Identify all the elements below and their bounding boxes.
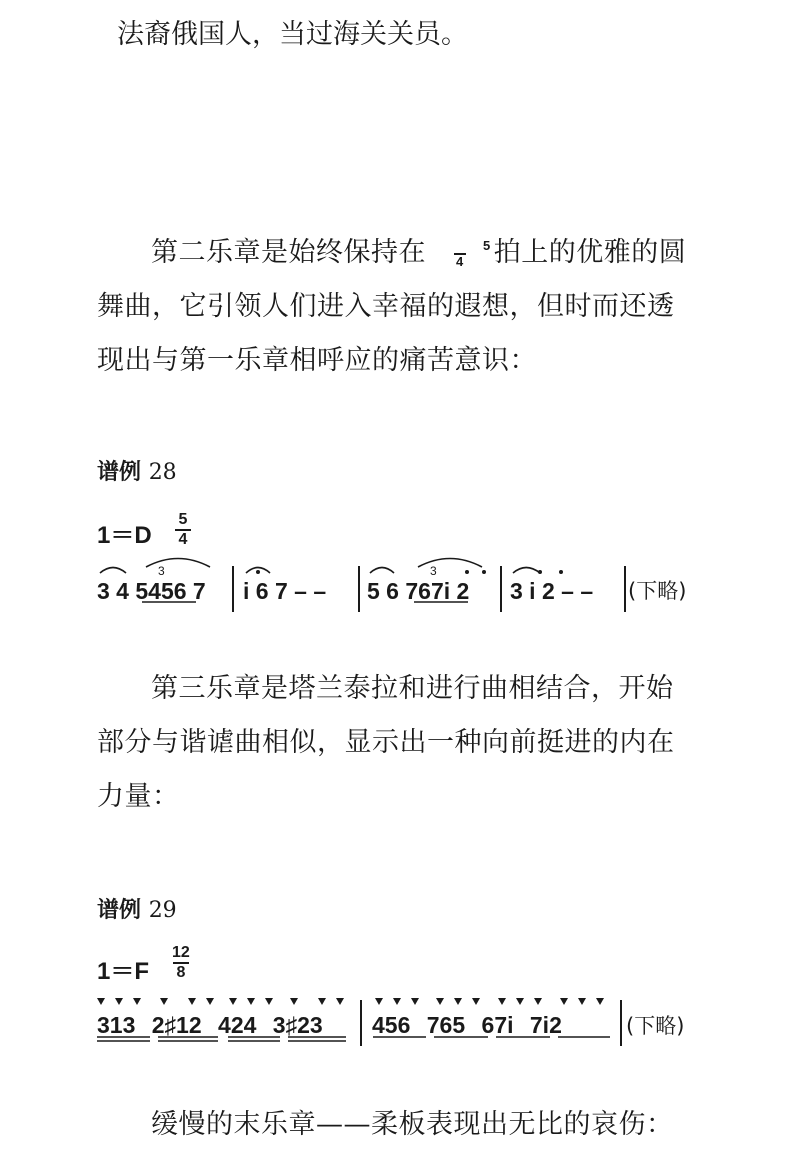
- staccato-mark: [393, 998, 401, 1005]
- example-28-key: 1＝D: [97, 522, 152, 549]
- staccato-mark: [160, 998, 168, 1005]
- triplet-mark: 3: [430, 564, 437, 578]
- example-29-measure-2: 456 765 67i 7i2: [372, 1012, 562, 1038]
- paragraph-4: 缓慢的末乐章——柔板表现出无比的哀伤：: [151, 1109, 674, 1140]
- staccato-mark: [336, 998, 344, 1005]
- example-28-measure-2: i 6 7 – –: [243, 578, 327, 604]
- staccato-mark: [436, 998, 444, 1005]
- staccato-mark: [133, 998, 141, 1005]
- example-28-omit: (下略): [628, 579, 687, 603]
- staccato-mark: [375, 998, 383, 1005]
- example-28-measure-1: 3 4 5456 7: [97, 578, 206, 604]
- staccato-mark: [318, 998, 326, 1005]
- staccato-mark: [596, 998, 604, 1005]
- example-28-measure-3: 5 6 767i 2: [367, 578, 470, 604]
- staccato-mark: [115, 998, 123, 1005]
- staccato-mark: [411, 998, 419, 1005]
- staccato-mark: [578, 998, 586, 1005]
- example-28-number: 28: [148, 460, 177, 485]
- staccato-mark: [516, 998, 524, 1005]
- inline-meter-den: 4: [456, 253, 464, 269]
- staccato-mark: [534, 998, 542, 1005]
- example-29-meter-num: 12: [172, 944, 190, 961]
- staccato-mark: [472, 998, 480, 1005]
- staccato-mark: [560, 998, 568, 1005]
- example-29-label-text: 谱例: [97, 897, 142, 923]
- staccato-mark: [206, 998, 214, 1005]
- paragraph-2-after: 拍上的优雅的圆舞曲，它引领人们进入幸福的遐想，但时而还透现出与第一乐章相呼应的痛苦意识：: [97, 237, 687, 376]
- example-28-meter-num: 5: [178, 511, 188, 528]
- inline-meter-num: 5: [483, 237, 491, 253]
- example-28-meter-den: 4: [178, 531, 188, 548]
- staccato-mark: [97, 998, 105, 1005]
- staccato-mark: [229, 998, 237, 1005]
- staccato-mark: [265, 998, 273, 1005]
- example-29-measure-1: 313 2♯12 424 3♯23: [97, 1012, 323, 1038]
- top-line: 法裔俄国人，当过海关关员。: [117, 19, 468, 50]
- staccato-mark: [290, 998, 298, 1005]
- triplet-mark: 3: [158, 564, 165, 578]
- example-29-meter-den: 8: [176, 964, 186, 981]
- staccato-mark: [247, 998, 255, 1005]
- staccato-mark: [188, 998, 196, 1005]
- example-29-number: 29: [148, 898, 177, 923]
- example-28-measure-4: 3 i 2 – –: [510, 578, 594, 604]
- example-29-omit: (下略): [626, 1014, 685, 1038]
- example-29-key: 1＝F: [97, 958, 150, 985]
- staccato-mark: [498, 998, 506, 1005]
- example-28-label-text: 谱例: [97, 459, 142, 485]
- staccato-mark: [454, 998, 462, 1005]
- paragraph-3: 第三乐章是塔兰泰拉和进行曲相结合，开始部分与谐谑曲相似，显示出一种向前挺进的内在力量：: [97, 673, 675, 812]
- paragraph-2-before: 第二乐章是始终保持在: [151, 237, 426, 268]
